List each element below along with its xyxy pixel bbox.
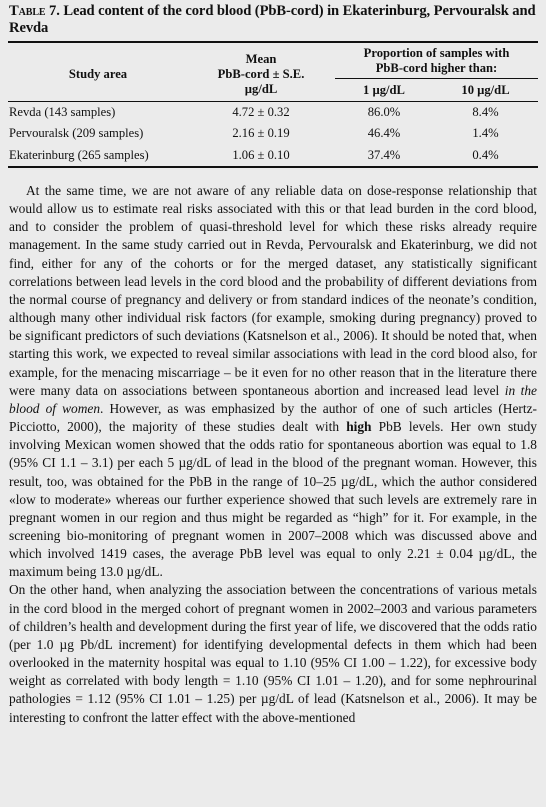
- lead-content-table: [8, 43, 538, 166]
- header-proportion: [335, 43, 538, 79]
- row-gt1: 86.0%: [367, 105, 401, 119]
- row-gt10: 1.4%: [472, 126, 499, 140]
- paragraph-1-part-2: . However, as was emphasized by the author of one of such articles (Hertz-Picciotto, 2000), the majority of these studies dealt with: [9, 400, 537, 435]
- row-gt1: 46.4%: [367, 126, 401, 140]
- paragraph-1-part-3: PbB levels. Her own study involving Mexican women showed that the odds ratio for spontaneous abortion was equal to 1.8 (95% CI 1.1 – 3.1) per each 5 µg/dL of lead in the blood of the pregnant woman. However, this result, too, was obtained for the PbB in the range of 10–25 µg/dL, which the author considered «low to moderate» whereas our further experience showed that such levels are extremely rare in pregnant women in our region and thus might be regarded as “high” for it. For example, in the screening bio-monitoring of pregnant women in 2007–2008 which was discussed above and which involved 1419 cases, the average PbB level was equal to only 2.21 ± 0.04 µg/dL, the maximum being 13.0 µg/dL.: [9, 419, 537, 580]
- row-area: Ekaterinburg (265 samples): [9, 147, 149, 162]
- header-proportion-line1: Proportion of samples with: [363, 46, 510, 60]
- row-gt1: 37.4%: [367, 147, 401, 162]
- paragraph-1: [9, 182, 537, 581]
- row-area: Pervouralsk (209 samples): [9, 126, 144, 140]
- paragraph-1-part-1: At the same time, we are not aware of any reliable data on dose-response relationship that would allow us to estimate real risks associated with this or that lead burden in the cord blood, and to consider the problem of quasi-threshold level for which these risks already require management. In the same study carried out in Revda, Pervouralsk and Ekaterinburg, we did not find, either for any of the cohorts or for the merged dataset, any statistically significant correlations between lead levels in the cord blood and the probability of different deviations from the normal course of pregnancy and delivery or from standard indices of the neonate’s condition, although many other individual risk factors (for example, smoking during pregnancy) proved to be significant predictors of such deviations (Katsnelson et al., 2006). It should be noted that, when starting this work, we expected to reveal similar associations with lead in the cord blood also, for example, for the menacing miscarriage – be it even for no other reason that in the literature there were many data on associations between spontaneous abortion and increased lead level: [9, 183, 537, 398]
- header-mean-line2: PbB-cord ± S.E.: [217, 66, 305, 81]
- header-mean-line3: µg/dL: [244, 81, 278, 96]
- table-caption: [9, 3, 538, 37]
- header-study-area: Study area: [68, 66, 128, 81]
- header-proportion-line2: PbB-cord higher than:: [375, 61, 498, 75]
- table-bottom-rule: [8, 166, 538, 168]
- document-page: [0, 3, 546, 807]
- header-mean: [187, 43, 335, 101]
- table-caption-prefix: Table 7.: [9, 3, 60, 19]
- row-gt10: 0.4%: [472, 147, 499, 162]
- row-mean: 1.06 ± 0.10: [232, 147, 290, 162]
- row-mean: 4.72 ± 0.32: [232, 105, 290, 119]
- paragraph-1-bold: high: [346, 419, 372, 435]
- table-row: [8, 144, 538, 166]
- header-threshold-10: 10 µg/dL: [461, 83, 510, 97]
- table-row: [8, 102, 538, 123]
- header-threshold-1: 1 µg/dL: [363, 83, 405, 97]
- table-caption-text: Lead content of the cord blood (PbB-cord) in Ekaterinburg, Pervouralsk and Revda: [9, 3, 536, 36]
- header-mean-line1: Mean: [245, 51, 277, 66]
- row-gt10: 8.4%: [472, 105, 499, 119]
- row-mean: 2.16 ± 0.19: [232, 126, 290, 140]
- row-area: Revda (143 samples): [9, 105, 116, 119]
- paragraph-2: On the other hand, when analyzing the association between the concentrations of various metals in the cord blood in the merged cohort of pregnant women in 2002–2003 and various parameters of children’s health and development during the first year of life, we discovered that the odds ratio (per 1.0 µg Pb/dL increment) for identifying developmental defects in them which had been overlooked in the maternity hospital was equal to 1.10 (95% CI 1.00 – 1.22), for excessive body weight as correlated with body length = 1.10 (95% CI 1.01 – 1.20), and for some nephrourinal pathologies = 1.12 (95% CI 1.01 – 1.25) per µg/dL of lead (Katsnelson et al., 2006). It may be interesting to confront the latter effect with the above-mentioned: [9, 582, 537, 725]
- paragraph-1-italic: in the blood of women: [9, 382, 538, 416]
- body-text: [9, 182, 537, 727]
- table-row: [8, 123, 538, 144]
